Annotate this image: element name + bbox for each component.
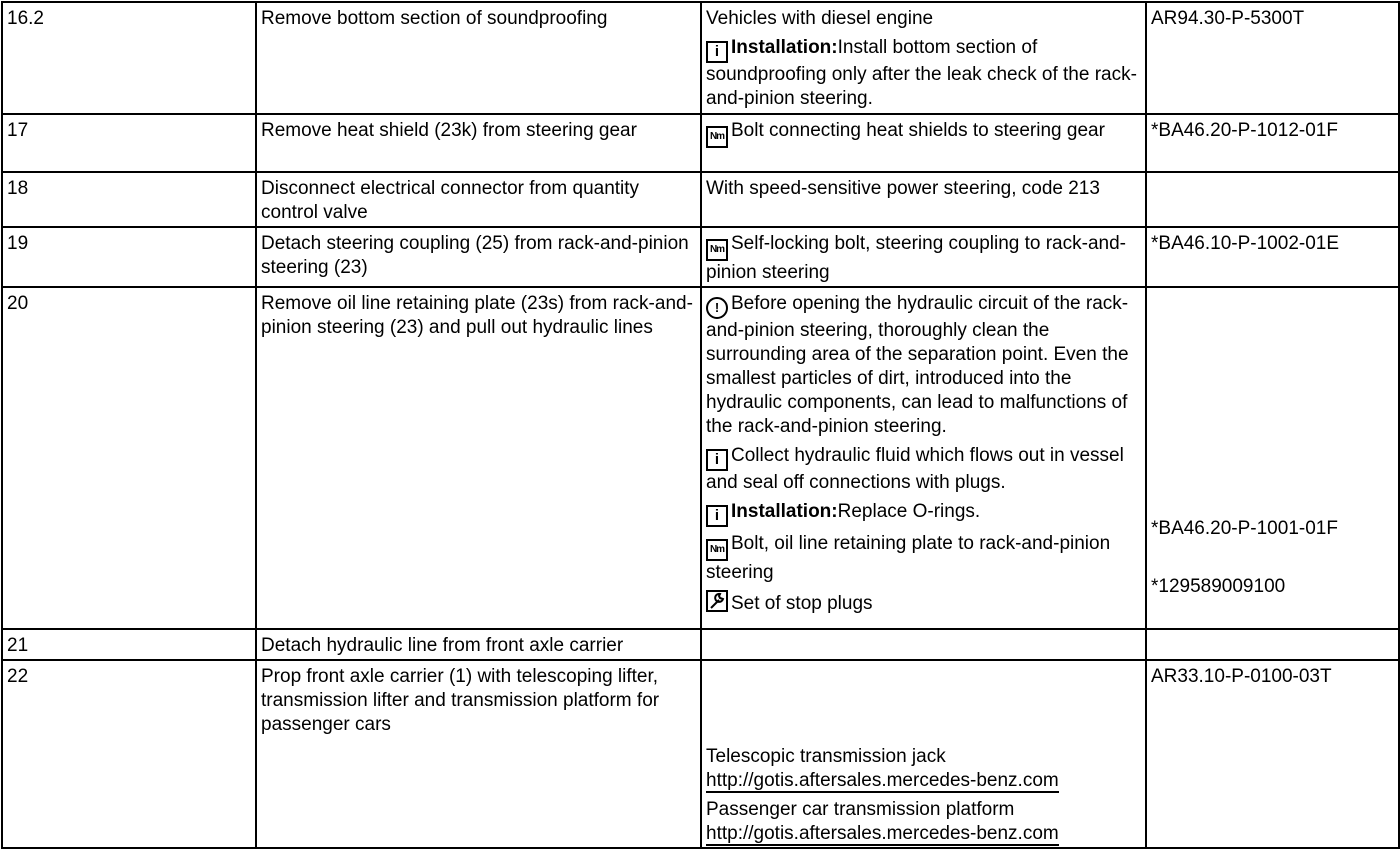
info-text: Collect hydraulic fluid which flows out in vessel and seal off connections with plugs. xyxy=(706,445,1124,493)
reference-cell xyxy=(1146,287,1399,629)
warning-text: Before opening the hydraulic circuit of the rack-and-pinion steering, thoroughly clean the surrounding area of the separation point. Even the smallest particles of dirt, introduced into the hydraulic components, can lead to malfunctions of the rack-and-pinion steering. xyxy=(706,293,1129,437)
installation-note xyxy=(706,36,1142,111)
warning-icon: ! xyxy=(706,297,728,319)
notes-cell xyxy=(701,629,1146,660)
condition-text: With speed-sensitive power steering, code 213 xyxy=(701,172,1146,227)
notes-cell xyxy=(701,660,1146,848)
step-number: 17 xyxy=(2,114,256,172)
table-row xyxy=(2,660,1399,848)
tool-note xyxy=(706,590,1142,616)
table-row xyxy=(2,629,1399,660)
step-number: 19 xyxy=(2,227,256,287)
tool-entry xyxy=(706,745,1142,793)
step-number: 18 xyxy=(2,172,256,227)
operation-text: Remove bottom section of soundproofing xyxy=(256,2,701,114)
table-row xyxy=(2,172,1399,227)
operation-text: Detach steering coupling (25) from rack-and-pinion steering (23) xyxy=(256,227,701,287)
warning-note xyxy=(706,292,1142,439)
tool-name: Telescopic transmission jack xyxy=(706,746,946,767)
reference-link[interactable]: AR94.30-P-5300T xyxy=(1146,2,1399,114)
table-row xyxy=(2,227,1399,287)
condition-text: Vehicles with diesel engine xyxy=(706,8,934,29)
table-row xyxy=(2,114,1399,172)
reference-link[interactable]: *BA46.20-P-1012-01F xyxy=(1146,114,1399,172)
step-number: 22 xyxy=(2,660,256,848)
installation-note xyxy=(706,500,1142,527)
step-number: 21 xyxy=(2,629,256,660)
tool-text: Set of stop plugs xyxy=(731,593,873,614)
tool-icon xyxy=(706,590,728,612)
operation-text: Remove oil line retaining plate (23s) from rack-and-pinion steering (23) and pull out hydraulic lines xyxy=(256,287,701,629)
tool-reference-link[interactable]: *129589009100 xyxy=(1151,576,1286,597)
notes-cell xyxy=(701,227,1146,287)
installation-text: Replace O-rings. xyxy=(837,501,981,522)
torque-icon: Nm xyxy=(706,126,728,148)
table-row xyxy=(2,287,1399,629)
info-icon: i xyxy=(706,449,728,471)
torque-text: Self-locking bolt, steering coupling to rack-and-pinion steering xyxy=(706,233,1126,283)
reference-link[interactable]: AR33.10-P-0100-03T xyxy=(1146,660,1399,848)
notes-cell xyxy=(701,287,1146,629)
tool-link[interactable]: http://gotis.aftersales.mercedes-benz.com xyxy=(706,770,1059,791)
operation-text: Remove heat shield (23k) from steering gear xyxy=(256,114,701,172)
operation-text: Disconnect electrical connector from quantity control valve xyxy=(256,172,701,227)
reference-link[interactable]: *BA46.10-P-1002-01E xyxy=(1146,227,1399,287)
tool-entry xyxy=(706,798,1142,846)
tool-name: Passenger car transmission platform xyxy=(706,799,1015,820)
torque-icon: Nm xyxy=(706,239,728,261)
torque-note xyxy=(706,532,1142,585)
info-icon: i xyxy=(706,505,728,527)
procedure-table xyxy=(1,1,1400,849)
installation-label: Installation: xyxy=(731,501,838,522)
operation-text: Prop front axle carrier (1) with telescoping lifter, transmission lifter and transmission platform for passenger cars xyxy=(256,660,701,848)
info-note xyxy=(706,444,1142,495)
torque-note xyxy=(706,119,1142,148)
installation-text: Install bottom section of soundproofing only after the leak check of the rack-and-pinion steering. xyxy=(706,37,1137,109)
torque-text: Bolt connecting heat shields to steering gear xyxy=(731,120,1105,141)
notes-cell xyxy=(701,114,1146,172)
step-number: 20 xyxy=(2,287,256,629)
table-row xyxy=(2,2,1399,114)
step-number: 16.2 xyxy=(2,2,256,114)
notes-cell xyxy=(701,2,1146,114)
installation-label: Installation: xyxy=(731,37,838,58)
reference-cell xyxy=(1146,629,1399,660)
reference-cell xyxy=(1146,172,1399,227)
torque-icon: Nm xyxy=(706,539,728,561)
torque-reference-link[interactable]: *BA46.20-P-1001-01F xyxy=(1151,518,1338,539)
tool-link[interactable]: http://gotis.aftersales.mercedes-benz.com xyxy=(706,823,1059,844)
info-icon: i xyxy=(706,41,728,63)
operation-text: Detach hydraulic line from front axle carrier xyxy=(256,629,701,660)
torque-note xyxy=(706,232,1142,285)
torque-text: Bolt, oil line retaining plate to rack-and-pinion steering xyxy=(706,533,1111,583)
